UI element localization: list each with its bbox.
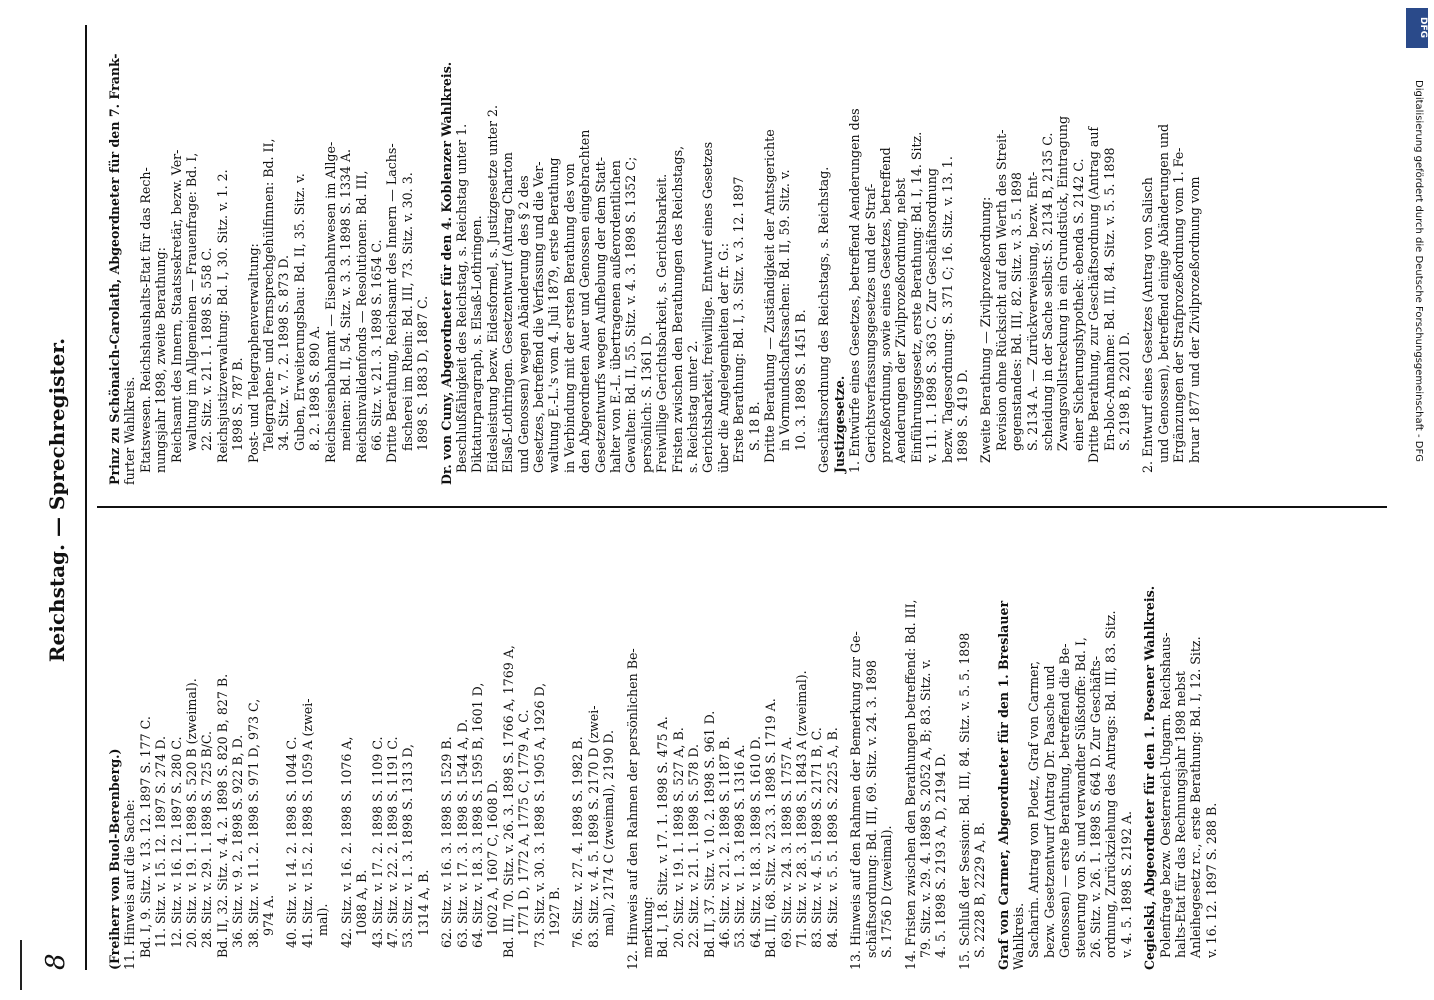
left-column-line: 974 A. (261, 894, 277, 936)
right-column-line: in Vormundschaftssachen: Bd. II, 59. Sitz. v. (777, 169, 793, 451)
dfg-logo: DFG (1406, 8, 1428, 48)
digitization-note-text: Digitalisierung gefördert durch die Deutsche Forschungsgemeinschaft - DFG (1413, 80, 1424, 463)
right-column-line: 8. 2. 1898 S. 890 A. (307, 325, 323, 451)
left-column-line: 4. 5. 1898 S. 2193 A, D, 2194 D. (933, 753, 949, 958)
left-column-line: 46. Sitz. v. 21. 2. 1898 S. 1187 B. (717, 736, 733, 948)
right-column-line: und Genossen), betreffend einige Abänderungen und (1155, 123, 1171, 463)
left-column-line: mal). (315, 903, 331, 936)
left-column-line: halts-Etat für das Rechnungsjahr 1898 nebst (1173, 671, 1188, 958)
right-column-line: Post- und Telegraphenverwaltung: (245, 243, 261, 463)
right-column-line: Einführungsgesetz, erste Berathung: Bd. I, 14. Sitz. (908, 131, 924, 463)
left-column-line: 1771 D, 1772 A, 1775 C, 1779 A, C. (516, 709, 532, 936)
left-column-line: 22. Sitz. v. 21. 1. 1898 S. 578 D. (686, 744, 702, 948)
page-header (27, 20, 87, 980)
right-column-line: Gerichtsverfassungsgesetzes und der Straf- (862, 183, 878, 463)
left-column-line: merkung: (640, 896, 655, 958)
left-column-line: 1088 A, B. (354, 869, 370, 936)
right-column-line: 10. 3. 1898 S. 1451 B. (792, 309, 808, 451)
left-column-line: Bd. III, 70. Sitz. v. 26. 3. 1898 S. 1766 A, 1769 A, (500, 645, 516, 958)
left-column-line: v. 4. 5. 1898 S. 2192 A. (1118, 810, 1134, 958)
right-column-line: 66. Sitz. v. 21. 3. 1898 S. 1654 C. (368, 239, 384, 451)
left-column-line: 76. Sitz. v. 27. 4. 1898 S. 1982 B. (570, 736, 586, 948)
right-column-line: scheidung in der Sache selbst: S. 2134 B, 2135 C. (1039, 132, 1055, 451)
right-column-line: Reichsamt des Innern, Staatssekretär, bezw. Ver- (168, 149, 184, 463)
right-column-line: Fristen zwischen den Berathungen des Reichstags, (669, 145, 685, 473)
left-column-line: 12. Sitz. v. 16. 12. 1897 S. 280 C. (168, 736, 184, 948)
left-column-line: 11. Hinweis auf die Sache: (122, 799, 138, 970)
right-column-line: s. Reichstag unter 2. (685, 340, 701, 473)
right-column-line: Elsaß-Lothringen. Gesetzentwurf (Antrag Charton (500, 152, 516, 473)
left-column-line: 26. Sitz. v. 26. 1. 1898 S. 664 D. Zur Geschäfts- (1087, 656, 1103, 958)
left-column-line: 1927 B. (546, 886, 562, 936)
left-column-line: 20. Sitz. v. 19. 1. 1898 S. 520 B (zweimal). (184, 678, 200, 948)
right-column-line: Beschlußfähigkeit des Reichstag, s. Reichstag unter 1. (453, 123, 469, 473)
left-column-line: 1314 A, B. (415, 869, 431, 936)
left-column-line: 28. Sitz. v. 29. 1. 1898 S. 725 B/C. (199, 730, 215, 948)
left-column-line: 41. Sitz. v. 15. 2. 1898 S. 1059 A (zwei- (299, 698, 315, 948)
right-column-line: 1898 S. 1883 D, 1887 C. (415, 295, 431, 451)
left-column-line: S. 2228 B, 2229 A, B. (972, 822, 988, 958)
left-column-line: 71. Sitz. v. 28. 3. 1898 S. 1843 A (zweimal). (794, 670, 810, 948)
right-column-line: gegenstandes: Bd. III, 82. Sitz. v. 3. 5. 1898 (1009, 172, 1025, 451)
right-column-line: Dritte Berathung, Reichsamt des Innern — Lachs- (384, 143, 400, 463)
column-divider (97, 507, 1387, 509)
left-column-line: 14. Fristen zwischen den Berathungen betreffend: Bd. III, (902, 599, 918, 970)
right-column-line: einer Sicherungshypothek: ebenda S. 2142 C. (1070, 158, 1086, 451)
right-column-line: persönlich: S. 1361 D. (638, 331, 654, 473)
right-column-line: Diktaturparagraph, s. Elsaß-Lothringen. (469, 215, 485, 473)
left-column-line: 73. Sitz. v. 30. 3. 1898 S. 1905 A, 1926 D, (531, 682, 547, 948)
left-column-line: 53. Sitz. v. 1. 3. 1898 S. 1316 A. (732, 744, 748, 948)
right-column-line: Aenderungen der Zivilprozeßordnung, nebst (893, 178, 909, 463)
rotated-page (27, 20, 1407, 980)
right-column-line: meinen: Bd. II, 54. Sitz. v. 3. 3. 1898 S. 1334 A. (338, 148, 354, 451)
left-column-line: 63. Sitz. v. 17. 3. 1898 S. 1544 A, D. (454, 718, 470, 948)
right-column-line: S. 2134 A. — Zurückverweisung, bezw. Ent- (1024, 171, 1040, 451)
right-column-line: Dritte Berathung — Zuständigkeit der Amtsgerichte (762, 129, 778, 463)
left-column-line: 11. Sitz. v. 15. 12. 1897 S. 274 D. (153, 735, 169, 948)
right-column-line: 34. Sitz. v. 7. 2. 1898 S. 873 D. (276, 255, 292, 451)
left-column-line: Polenfrage bezw. Oesterreich-Ungarn. Reichshaus- (1157, 632, 1173, 958)
left-column-line: 42. Sitz. v. 16. 2. 1898 S. 1076 A, (338, 736, 354, 948)
right-column-line: En-bloc-Annahme: Bd. III, 84. Sitz. v. 5. 5. 1898 (1101, 147, 1117, 451)
right-column-line: und Genossen) wegen Abänderung des § 2 des (515, 175, 531, 473)
left-column-line: Cegielski, Abgeordneter für den 1. Posener Wahlkreis. (1142, 585, 1158, 970)
left-column-line: mal), 2174 C (zweimal), 2190 D. (601, 729, 617, 936)
left-column-line: 69. Sitz. v. 24. 3. 1898 S. 1757 A. (778, 736, 794, 948)
right-column-line: Gesetzes, betreffend die Verfassung und die Ver- (530, 161, 546, 473)
right-column-line: über die Angelegenheiten der fr. G.: (715, 243, 731, 473)
right-column-line: Gesetzentwurfs wegen Aufhebung der dem Statt- (592, 157, 608, 473)
right-column-line: prozeßordnung, sowie eines Gesetzes, betreffend (877, 147, 893, 463)
left-column-line: 53. Sitz. v. 1. 3. 1898 S. 1313 D, (400, 744, 416, 948)
right-column-line: den Abgeordneten Auer und Genossen eingebrachten (577, 129, 593, 473)
right-column-line: 22. Sitz. v. 21. 1. 1898 S. 558 C. (199, 247, 215, 451)
right-column (107, 30, 1347, 485)
left-column-line: Bd. I, 18. Sitz. v. 17. 1. 1898 S. 475 A. (655, 716, 671, 958)
left-column-line: 83. Sitz. v. 4. 5. 1898 S. 2171 B, C. (809, 727, 825, 948)
left-column-line: 79. Sitz. v. 29. 4. 1898 S. 2052 A, B; 83. Sitz. v. (917, 659, 933, 958)
right-column-line: bruar 1877 und der Zivilprozeßordnung vom (1186, 176, 1202, 463)
margin-mark (20, 940, 22, 990)
right-column-line: 1898 S. 787 B. (230, 357, 246, 451)
right-column-line: 2. Entwurf eines Gesetzes (Antrag von Salisch (1140, 177, 1156, 473)
right-column-line: Geschäftsordnung des Reichstags, s. Reichstag. (816, 166, 832, 473)
header-rule (85, 25, 87, 970)
left-column-line: 12. Hinweis auf den Rahmen der persönlichen Be- (624, 648, 640, 970)
right-column-line: S. 2198 B, 2201 D. (1117, 331, 1132, 451)
left-column-line: Bd. II, 37. Sitz. v. 10. 2. 1898 S. 961 D. (701, 710, 717, 958)
right-column-line: Gewalten: Bd. II, 55. Sitz. v. 4. 3. 1898 S. 1352 C; (623, 156, 639, 473)
left-column-line: Bd. III, 68. Sitz. v. 23. 3. 1898 S. 1719 A. (763, 698, 779, 958)
right-column-line: Zweite Berathung — Zivilprozeßordnung: (978, 196, 994, 463)
right-column-line: waltung E.-L.'s vom 4. Juli 1879, erste Berathung (546, 157, 562, 473)
page-number: 8 (41, 953, 71, 970)
right-column-line: Reichseisenbahnamt — Eisenbahnwesen im Allge- (322, 141, 338, 463)
left-column-line: Graf von Carmer, Abgeordneter für den 1. Breslauer (995, 600, 1011, 970)
left-column-line: 38. Sitz. v. 11. 2. 1898 S. 971 D, 973 C, (245, 698, 261, 948)
left-column-line: v. 16. 12. 1897 S. 288 B. (1203, 802, 1219, 958)
left-column-line: 47. Sitz. v. 22. 2. 1898 S. 1191 C. (384, 736, 400, 948)
right-column-line: Revision ohne Rücksicht auf den Werth des Streit- (993, 129, 1009, 451)
left-column-line: (Freiherr von Buol-Berenberg.) (107, 748, 122, 970)
left-column-line: Genossen) — erste Berathung, betreffend die Be- (1057, 643, 1073, 958)
right-column-line: Guben, Erweiterungsbau: Bd. II, 35. Sitz. v. (291, 173, 307, 451)
left-column-line: 62. Sitz. v. 16. 3. 1898 S. 1529 B. (439, 736, 455, 948)
left-column-line: S. 1756 D (zweimal). (879, 825, 895, 958)
right-column-line: waltung im Allgemeinen — Frauenfrage: Bd. I, (184, 152, 200, 451)
right-column-line: Prinz zu Schönaich-Carolath, Abgeordneter für den 7. Frank- (107, 53, 122, 485)
left-column-line: 84. Sitz. v. 5. 5. 1898 S. 2225 A, B. (824, 727, 840, 948)
right-column-line: Dr. von Cuny, Abgeordneter für den 4. Koblenzer Wahlkreis. (438, 61, 454, 485)
left-column-line: 83. Sitz. v. 4. 5. 1898 S. 2170 D (zwei- (585, 705, 601, 948)
left-column-line: 1602 A, 1607 C, 1608 D. (485, 779, 501, 936)
left-column-line: Wahlkreis. (1010, 902, 1026, 970)
left-column (107, 530, 1347, 970)
right-column-line: nungsjahr 1898, zweite Berathung: (153, 247, 169, 473)
left-column-line: Sacharin. Antrag von Ploetz, Graf von Carmer, (1026, 660, 1042, 958)
right-column-line: 1898 S. 419 D. (954, 369, 970, 463)
right-column-line: halter von E.-L. übertragenen außerordentlichen (608, 160, 623, 473)
right-column-line: Zwangsvollstreckung in ein Grundstück, Eintragung (1055, 115, 1071, 451)
right-column-line: fischerei im Rhein: Bd. III, 73. Sitz. v. 30. 3. (399, 172, 415, 451)
right-column-line: Etatswesen. Reichshaushalts-Etat für das Rech- (137, 167, 153, 473)
right-column-line: Justizgesetze. (831, 375, 847, 473)
right-column-line: Ergänzungen der Strafprozeßordnung vom 1. Fe- (1171, 147, 1187, 463)
right-column-line: Telegraphen- und Fernsprechgehülfinnen: Bd. II, (261, 138, 277, 451)
right-column-line: Gerichtsbarkeit, freiwillige. Entwurf eines Gesetzes (700, 141, 716, 473)
left-column-line: schäftsordnung: Bd. III, 69. Sitz. v. 24. 3. 1898 (863, 660, 879, 958)
right-column-line: bezw. Tagesordnung: S. 371 C; 16. Sitz. v. 13. 1. (939, 156, 955, 463)
left-column-line: 36. Sitz. v. 9. 2. 1898 S. 922 B, D. (230, 734, 246, 948)
left-column-line: 64. Sitz. v. 18. 3. 1898 S. 1595 B, 1601 D, (469, 682, 485, 948)
right-column-line: furter Wahlkreis. (122, 376, 138, 485)
left-column-line: 40. Sitz. v. 14. 2. 1898 S. 1044 C. (284, 736, 300, 948)
right-column-line: Eidesleistung bezw. Eidesformel, s. Justizgesetze unter 2. (484, 104, 500, 473)
left-column-line: Bd. I, 9. Sitz. v. 13. 12. 1897 S. 177 C. (137, 716, 153, 958)
right-column-line: in Verbindung mit der ersten Berathung des von (561, 163, 577, 473)
left-column-line: 15. Schluß der Session: Bd. III, 84. Sitz. v. 5. 5. 1898 (956, 632, 972, 970)
right-column-line: Freiwillige Gerichtsbarkeit, s. Gerichtsbarkeit. (654, 173, 670, 473)
left-column-line: steuerung von S. und verwandter Süßstoffe: Bd. I, (1072, 637, 1088, 958)
right-column-line: Dritte Berathung, zur Geschäftsordnung (Antrag auf (1086, 126, 1102, 463)
right-column-line: Erste Berathung: Bd. I, 3. Sitz. v. 3. 12. 1897 (731, 176, 747, 463)
right-column-line: Reichsinvalidenfonds — Resolutionen: Bd. III, (353, 170, 369, 463)
left-column-line: Anleihegesetz rc., erste Berathung: Bd. I, 12. Sitz. (1188, 636, 1204, 958)
left-column-line: bezw. Gesetzentwurf (Antrag Dr. Paasche und (1041, 665, 1057, 958)
left-column-line: Bd. II, 32. Sitz. v. 4. 2. 1898 S. 820 B, 827 B. (214, 673, 230, 958)
right-column-line: v. 11. 1. 1898 S. 363 C. Zur Geschäftsordnung (924, 168, 940, 463)
left-column-line: 13. Hinweis auf den Rahmen der Bemerkung zur Ge- (848, 631, 864, 970)
running-title: Reichstag. — Sprechregister. (45, 337, 69, 663)
left-column-line: ordnung, Zurückziehung des Antrags: Bd. III, 83. Sitz. (1103, 610, 1119, 958)
right-column-line: Reichsjustizverwaltung: Bd. I, 30. Sitz. v. 1. 2. (214, 169, 230, 463)
digitization-note (1406, 80, 1430, 900)
right-column-line: 1. Entwürfe eines Gesetzes, betreffend Aenderungen des (847, 108, 863, 473)
left-column-line: 20. Sitz. v. 19. 1. 1898 S. 527 A, B. (670, 727, 686, 948)
left-column-line: 43. Sitz. v. 17. 2. 1898 S. 1109 C. (369, 736, 385, 948)
left-column-line: 64. Sitz. v. 18. 3. 1898 S. 1610 D. (747, 735, 763, 948)
right-column-line: S. 18 B. (746, 401, 762, 451)
